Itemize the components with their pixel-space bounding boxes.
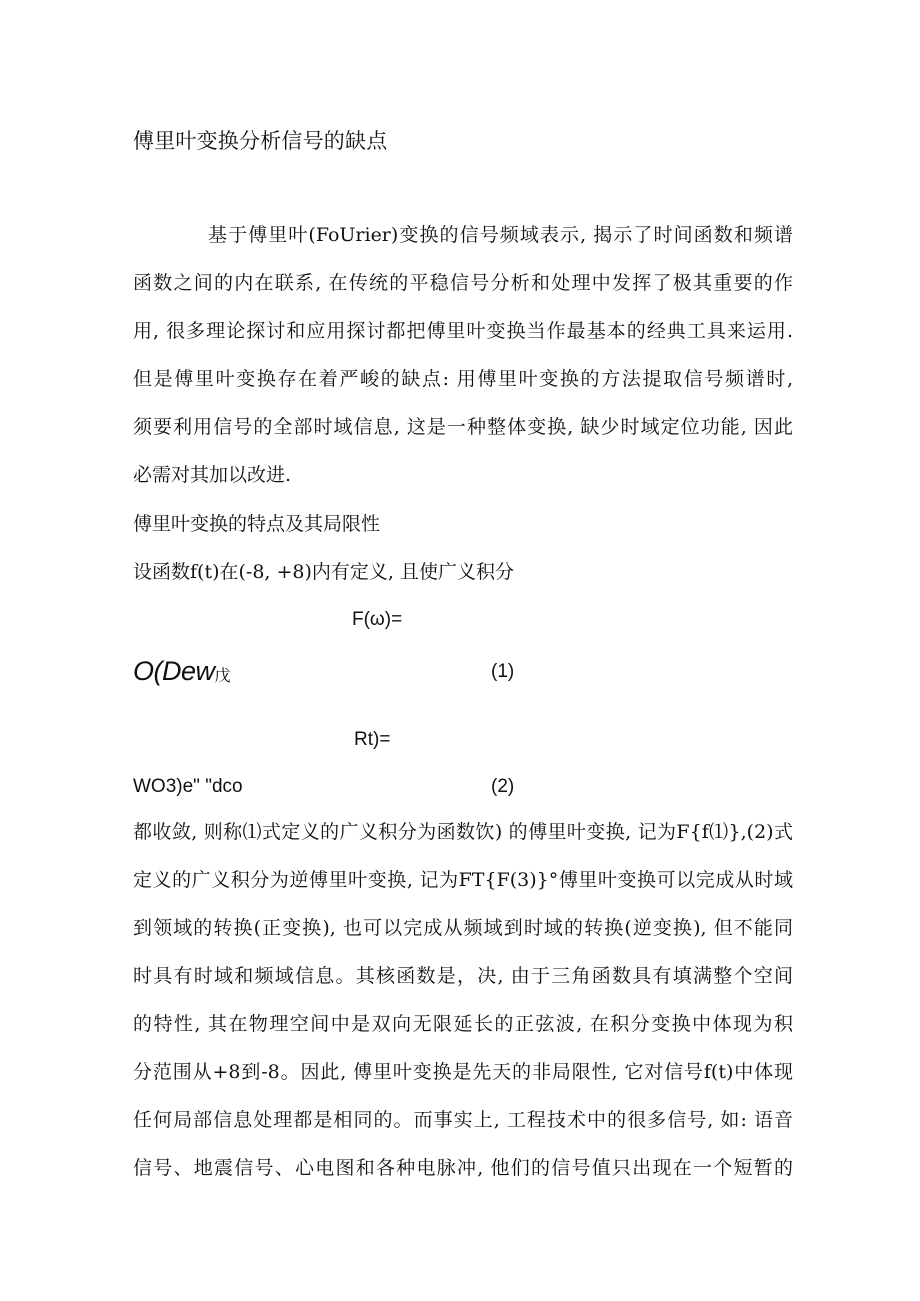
paragraph2-line-1: 都收敛, 则称⑴式定义的广义积分为函数饮) 的傅里叶变换, 记为F{f⑴},(2)式	[133, 821, 793, 843]
paragraph2-line-7: 任何局部信息处理都是相同的。而事实上, 工程技术中的很多信号, 如: 语音	[133, 1109, 793, 1131]
paragraph2-line-5: 的特性, 其在物理空间中是双向无限延长的正弦波, 在积分变换中体现为积	[133, 1013, 793, 1035]
paragraph1-line-5: 须要利用信号的全部时域信息, 这是一种整体变换, 缺少时域定位功能, 因此	[133, 416, 793, 438]
equation1-number: (1)	[491, 661, 515, 682]
paragraph1-line-3: 用, 很多理论探讨和应用探讨都把傅里叶变换当作最基本的经典工具来运用.	[133, 320, 793, 342]
paragraph1-line-1: 基于傅里叶(FoUrier)变换的信号频域表示, 揭示了时间函数和频谱	[208, 224, 793, 246]
equation2-body: WO3)e" "dco	[133, 776, 243, 797]
equation1-main: O(Dew	[133, 656, 215, 686]
paragraph2-line-4: 时具有时域和频域信息。其核函数是，决, 由于三角函数具有填满整个空间	[133, 965, 793, 987]
paragraph2-line-8: 信号、地震信号、心电图和各种电脉冲, 他们的信号值只出现在一个短暂的	[133, 1157, 793, 1179]
equation1-label: F(ω)=	[352, 609, 403, 630]
equation2-number: (2)	[491, 776, 515, 797]
section-heading: 傅里叶变换的特点及其局限性	[133, 513, 381, 535]
paragraph2-line-2: 定义的广义积分为逆傅里叶变换, 记为FT{F(3)}°傅里叶变换可以完成从时域	[133, 869, 793, 891]
paragraph2-line-6: 分范围从+8到-8。因此, 傅里叶变换是先天的非局限性, 它对信号f(t)中体现	[133, 1061, 793, 1083]
equation1-tail: 戊	[214, 666, 231, 685]
paragraph1-line-6: 必需对其加以改进.	[133, 464, 292, 486]
equation1-body	[133, 653, 230, 694]
equation2-label: Rt)=	[354, 729, 391, 750]
definition-line: 设函数f(t)在(-8, +8)内有定义, 且使广义积分	[133, 561, 514, 583]
paragraph2-line-3: 到领域的转换(正变换), 也可以完成从频域到时域的转换(逆变换), 但不能同	[133, 917, 793, 939]
paragraph1-line-2: 函数之间的内在联系, 在传统的平稳信号分析和处理中发挥了极其重要的作	[133, 272, 793, 294]
paragraph1-line-4: 但是傅里叶变换存在着严峻的缺点: 用傅里叶变换的方法提取信号频谱时,	[133, 368, 793, 390]
document-title: 傅里叶变换分析信号的缺点	[133, 129, 388, 153]
